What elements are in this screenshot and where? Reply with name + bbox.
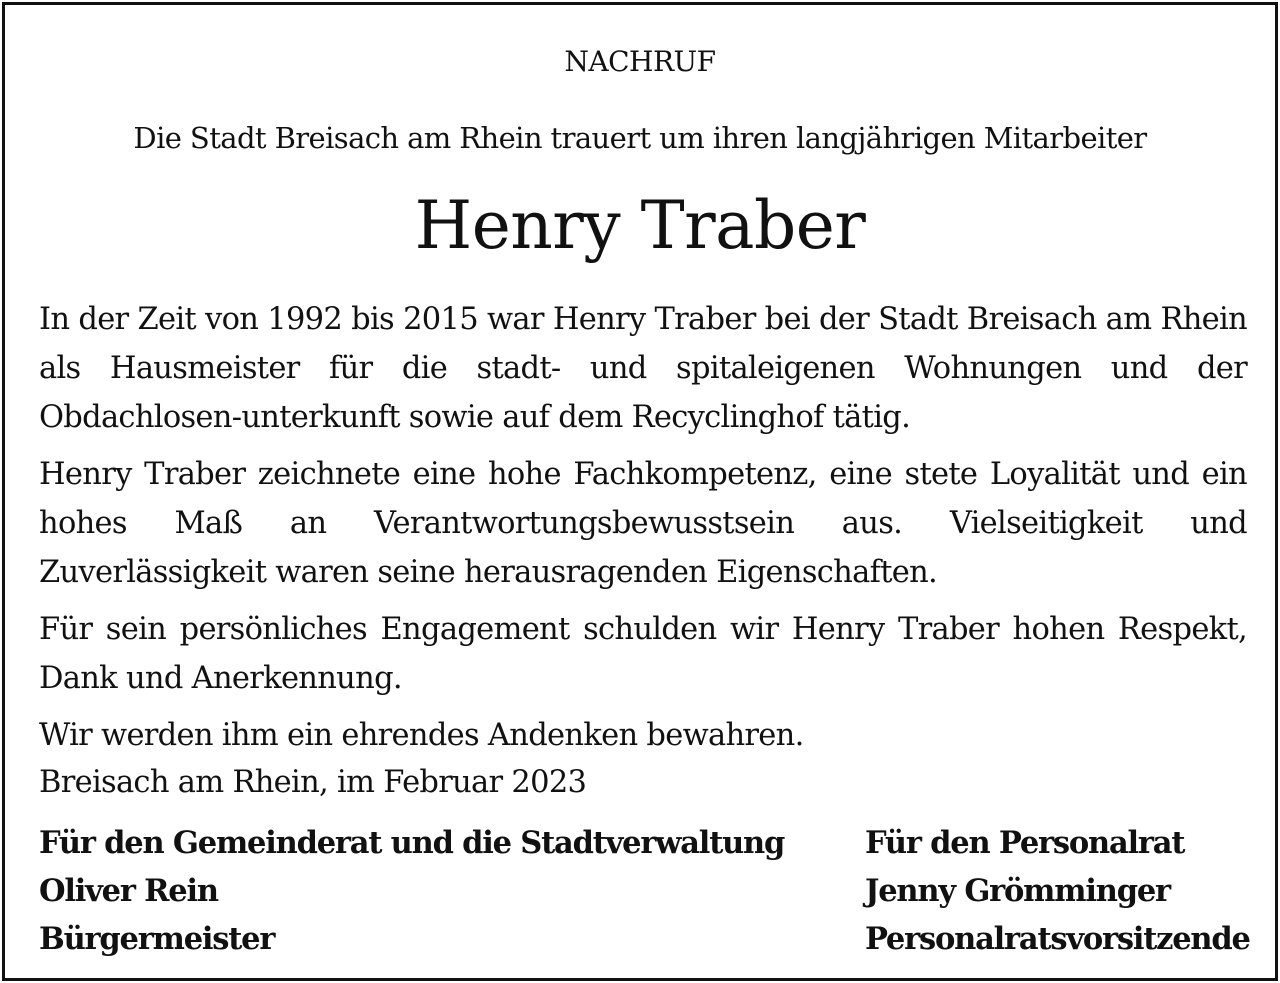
signature-block-council: [39, 819, 784, 963]
place-date: Breisach am Rhein, im Februar 2023: [39, 765, 587, 800]
intro-line: Die Stadt Breisach am Rhein trauert um ihren langjährigen Mitarbeiter: [133, 121, 1147, 155]
signature-person: Jenny Grömminger: [865, 873, 1170, 909]
notice-body: [39, 295, 1247, 768]
signature-body: Für den Personalrat: [865, 825, 1185, 861]
paragraph-career: In der Zeit von 1992 bis 2015 war Henry Traber bei der Stadt Breisach am Rhein als Hausmeister für die stadt- und spitaleigenen Wohnungen und der Obdachlosen-unterkunft sowie auf dem Recyclinghof tätig.: [39, 302, 1247, 435]
paragraph-gratitude: Für sein persönliches Engagement schulden wir Henry Traber hohen Respekt, Dank und Anerkennung.: [39, 612, 1247, 696]
notice-label: NACHRUF: [564, 45, 716, 78]
paragraph-qualities: Henry Traber zeichnete eine hohe Fachkompetenz, eine stete Loyalität und ein hohes Maß an Verantwortungsbewusstsein aus. Vielseitigkeit und Zuverlässigkeit waren seine herausragenden Eigenschaften.: [39, 457, 1247, 590]
signature-role: Bürgermeister: [39, 921, 275, 957]
signature-person: Oliver Rein: [39, 873, 218, 909]
deceased-name: Henry Traber: [414, 187, 866, 264]
paragraph-remembrance: Wir werden ihm ein ehrendes Andenken bewahren.: [39, 718, 804, 753]
signature-role: Personalratsvorsitzende: [865, 921, 1250, 957]
signature-body: Für den Gemeinderat und die Stadtverwaltung: [39, 825, 785, 861]
obituary-notice: [2, 2, 1278, 981]
signature-block-staff-council: [865, 819, 1250, 963]
